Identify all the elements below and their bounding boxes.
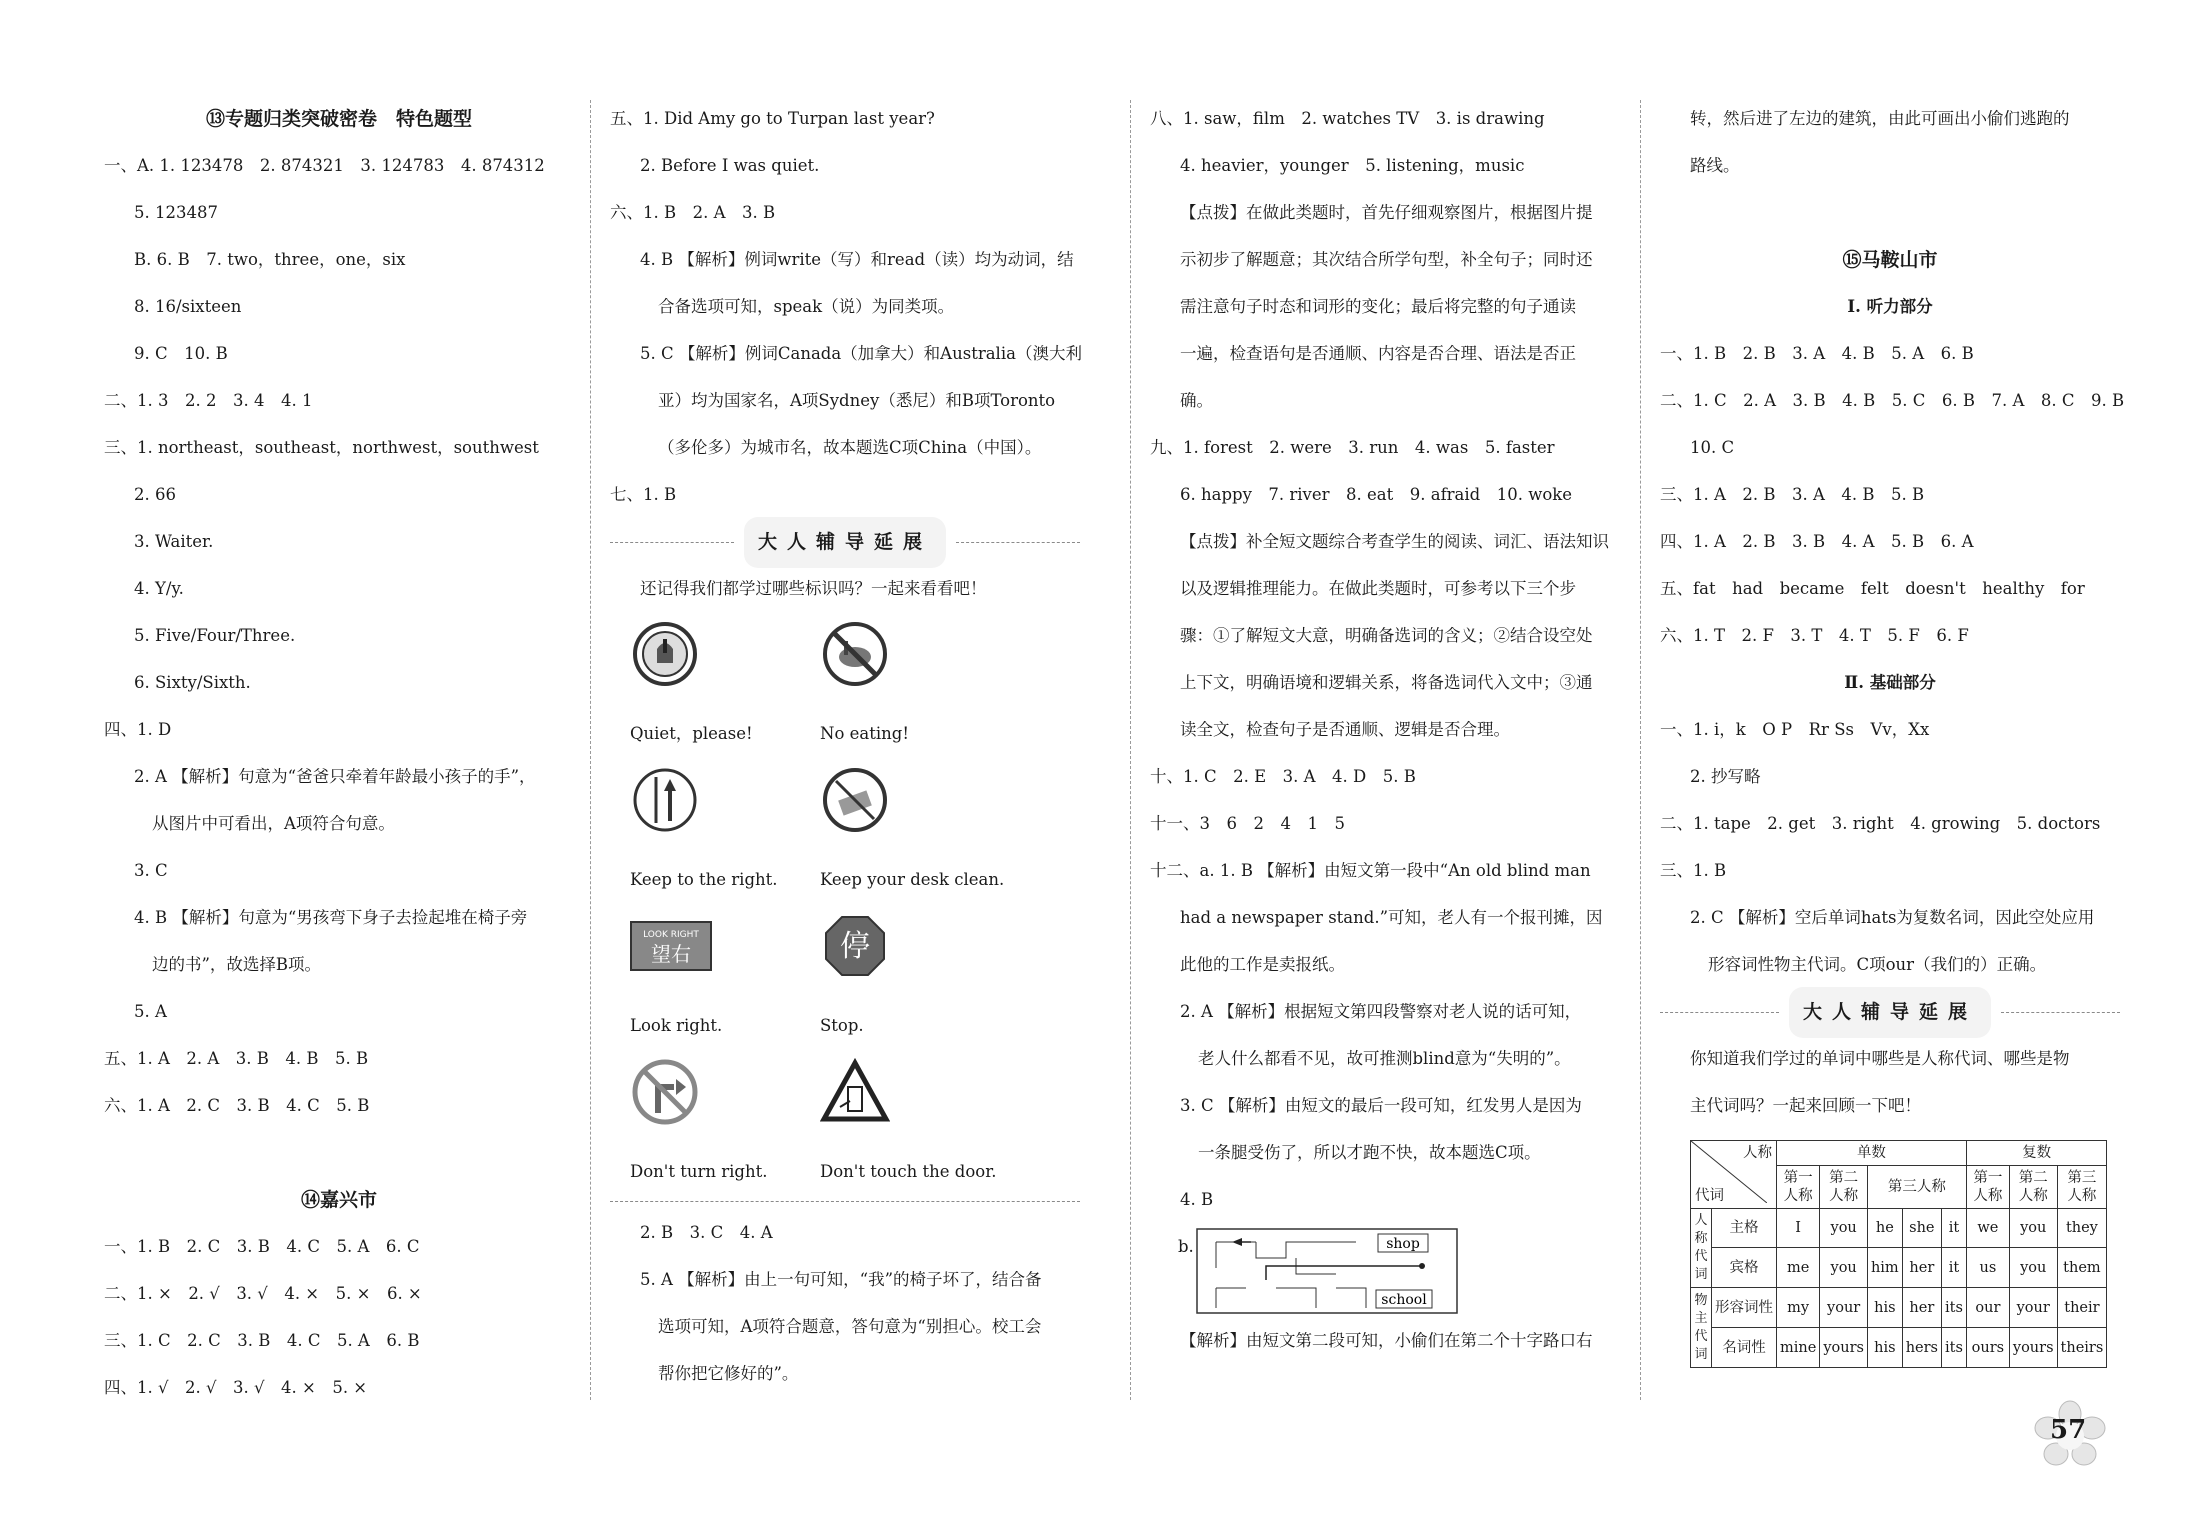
table-subheader: 第一人称 (1966, 1166, 2009, 1209)
section-14-title: ⑭嘉兴市 (300, 1189, 377, 1211)
answer-line: 十、1. C 2. E 3. A 4. D 5. B (1150, 767, 1416, 786)
answer-line: 三、1. C 2. C 3. B 4. C 5. A 6. B (104, 1331, 420, 1350)
answer-line: 5. A 【解析】由上一句可知，“我”的椅子坏了，结合备 (640, 1270, 1042, 1289)
answer-line: 确。 (1180, 391, 1213, 410)
column-2 (610, 96, 1080, 1398)
answer-line: 三、1. B (1660, 861, 1727, 880)
answer-line: 2. A 【解析】根据短文第四段警察对老人说的话可知， (1180, 1002, 1582, 1021)
answer-line: 一、1. B 2. C 3. B 4. C 5. A 6. C (104, 1237, 420, 1256)
answer-line: 十一、3 6 2 4 1 5 (1150, 814, 1345, 833)
sign-caption: Quiet，please! (630, 724, 753, 743)
table-row-label: 形容词性 (1712, 1288, 1777, 1328)
answer-line: 形容词性物主代词。C项our（我们的）正确。 (1708, 955, 2047, 974)
answer-line: 三、1. A 2. B 3. A 4. B 5. B (1660, 485, 1925, 504)
column-divider (1640, 100, 1641, 1400)
pronoun-table: 人称 代词 单数 复数 第一人称 第二人称 第三人称 第一人称 第二人称 第三人称 人称代词 主格 I you he she it we you they 宾格 me you him her it us you them 物主代词 形容词性 my your his her its our your their 名词性 mine yours his hers its ours yours theirs (1690, 1140, 2107, 1368)
answer-line: 上下文，明确语境和逻辑关系，将备选词代入文中；③通 (1180, 673, 1593, 692)
column-1 (104, 96, 574, 1412)
answer-line: 骤：①了解短文大意，明确备选词的含义；②结合设空处 (1180, 626, 1593, 645)
extension-title: 大人辅导延展 (744, 517, 946, 568)
answer-line: 路线。 (1690, 156, 1740, 175)
route-map (1196, 1228, 1458, 1314)
answer-line: 2. B 3. C 4. A (640, 1223, 773, 1242)
table-group-label: 人称代词 (1691, 1209, 1712, 1288)
answer-line: 八、1. saw，film 2. watches TV 3. is drawing (1150, 109, 1545, 128)
answer-line: 合备选项可知，speak（说）为同类项。 (658, 297, 955, 316)
answer-line: 6. happy 7. river 8. eat 9. afraid 10. woke (1180, 485, 1573, 504)
sign-look-right (630, 905, 820, 1047)
sign-text: LOOK RIGHT (643, 930, 699, 940)
column-divider (1130, 100, 1131, 1400)
stop-sign-icon (820, 911, 890, 981)
sign-no-eating (820, 613, 1020, 755)
answer-line: 转，然后进了左边的建筑，由此可画出小偷们逃跑的 (1690, 109, 2070, 128)
column-3 (1150, 96, 1620, 1365)
extension-intro: 还记得我们都学过哪些标识吗？一起来看看吧！ (640, 579, 987, 598)
answer-line: 4. B 【解析】句意为“男孩弯下身子去捡起堆在椅子旁 (134, 908, 528, 927)
answer-line: 六、1. B 2. A 3. B (610, 203, 776, 222)
keep-desk-clean-sign-icon (820, 765, 890, 835)
answer-line: 【解析】由短文第二段可知，小偷们在第二个十字路口右 (1180, 1331, 1593, 1350)
answer-line: 4. B 【解析】例词write（写）和read（读）均为动词，结 (640, 250, 1074, 269)
sign-dont-touch-door (820, 1051, 1020, 1193)
part1-title: Ⅰ. 听力部分 (1847, 297, 1933, 316)
sign-stop (820, 905, 1020, 1047)
answer-line: 十二、a. 1. B 【解析】由短文第一段中“An old blind man (1150, 861, 1591, 880)
map-shop-label: shop (1386, 1236, 1420, 1252)
answer-line: 二、1. × 2. √ 3. √ 4. × 5. × 6. × (104, 1284, 422, 1303)
answer-line: 4. B (1180, 1190, 1214, 1209)
map-label: b. (1178, 1237, 1194, 1256)
answer-line: 3. Waiter. (134, 532, 214, 551)
extension-banner (1660, 989, 2120, 1036)
keep-right-sign-icon (630, 765, 700, 835)
dont-touch-door-sign-icon (820, 1057, 890, 1127)
answer-line: 3. C (134, 861, 168, 880)
answer-line: 6. Sixty/Sixth. (134, 673, 251, 692)
page-number: 57 (2050, 1415, 2087, 1445)
table-row-label: 主格 (1712, 1209, 1777, 1248)
answer-line: 【点拨】补全短文题综合考查学生的阅读、词汇、语法知识 (1180, 532, 1609, 551)
extension-intro: 主代词吗？一起来回顾一下吧！ (1690, 1096, 1921, 1115)
sign-caption: Don't touch the door. (820, 1162, 997, 1181)
answer-line: 4. heavier，younger 5. listening，music (1180, 156, 1525, 175)
answer-line: 三、1. northeast，southeast，northwest，southwest (104, 438, 539, 457)
table-subheader: 第一人称 (1777, 1166, 1820, 1209)
answer-line: 四、1. √ 2. √ 3. √ 4. × 5. × (104, 1378, 368, 1397)
answer-line: 四、1. D (104, 720, 172, 739)
answer-line: 选项可知，A项符合题意，答句意为“别担心。校工会 (658, 1317, 1042, 1336)
table-subheader: 第三人称 (1867, 1166, 1966, 1209)
table-header: 复数 (1966, 1141, 2106, 1166)
divider (610, 1201, 1080, 1202)
answer-line: 二、1. 3 2. 2 3. 4 4. 1 (104, 391, 313, 410)
answer-line: 5. C 【解析】例词Canada（加拿大）和Australia（澳大利 (640, 344, 1082, 363)
table-group-label: 物主代词 (1691, 1288, 1712, 1368)
table-subheader: 第三人称 (2057, 1166, 2107, 1209)
answer-line: B. 6. B 7. two，three，one，six (134, 250, 406, 269)
sign-caption: Keep to the right. (630, 870, 778, 889)
sign-keep-right (630, 759, 820, 901)
answer-line: 需注意句子时态和词形的变化；最后将完整的句子通读 (1180, 297, 1576, 316)
answer-line: 3. C 【解析】由短文的最后一段可知，红发男人是因为 (1180, 1096, 1582, 1115)
no-eating-sign-icon (820, 619, 890, 689)
answer-line: 边的书”，故选择B项。 (152, 955, 322, 974)
section-13-title: ⑬专题归类突破密卷 特色题型 (205, 108, 472, 130)
answer-line: 4. Y/y. (134, 579, 184, 598)
answer-line: 10. C (1690, 438, 1735, 457)
table-header: 单数 (1777, 1141, 1967, 1166)
quiet-sign-icon (630, 619, 700, 689)
answer-line: had a newspaper stand.”可知，老人有一个报刊摊，因 (1180, 908, 1603, 927)
answer-line: 一遍，检查语句是否通顺、内容是否合理、语法是否正 (1180, 344, 1576, 363)
column-divider (590, 100, 591, 1400)
table-subheader: 第二人称 (2009, 1166, 2057, 1209)
extension-intro: 你知道我们学过的单词中哪些是人称代词、哪些是物 (1690, 1049, 2070, 1068)
answer-line: 老人什么都看不见，故可推测blind意为“失明的”。 (1198, 1049, 1571, 1068)
sign-quiet (630, 613, 820, 755)
answer-line: 五、fat had became felt doesn't healthy for (1660, 579, 2085, 598)
part2-title: Ⅱ. 基础部分 (1844, 673, 1936, 692)
answer-line: 五、1. A 2. A 3. B 4. B 5. B (104, 1049, 369, 1068)
answer-line: 2. C 【解析】空后单词hats为复数名词，因此空处应用 (1690, 908, 2095, 927)
answer-line: 读全文，检查句子是否通顺、逻辑是否合理。 (1180, 720, 1510, 739)
answer-line: 【点拨】在做此类题时，首先仔细观察图片，根据图片提 (1180, 203, 1593, 222)
answer-line: 四、1. A 2. B 3. B 4. A 5. B 6. A (1660, 532, 1974, 551)
answer-line: 九、1. forest 2. were 3. run 4. was 5. faster (1150, 438, 1555, 457)
map-school-label: school (1381, 1292, 1427, 1308)
section-15-title: ⑮马鞍山市 (1842, 249, 1938, 271)
answer-line: 从图片中可看出，A项符合句意。 (152, 814, 395, 833)
table-subheader: 第二人称 (1820, 1166, 1868, 1209)
answer-line: 示初步了解题意；其次结合所学句型，补全句子；同时还 (1180, 250, 1593, 269)
sign-caption: No eating! (820, 724, 909, 743)
column-4 (1660, 96, 2125, 1368)
answer-line: 六、1. T 2. F 3. T 4. T 5. F 6. F (1660, 626, 1969, 645)
answer-line: 2. Before I was quiet. (640, 156, 820, 175)
sign-caption: Look right. (630, 1016, 723, 1035)
answer-line: 二、1. tape 2. get 3. right 4. growing 5. doctors (1660, 814, 2101, 833)
look-right-sign-icon (630, 921, 712, 971)
table-corner: 人称 代词 (1691, 1141, 1777, 1209)
sign-caption: Keep your desk clean. (820, 870, 1005, 889)
table-row-label: 宾格 (1712, 1248, 1777, 1288)
sign-keep-desk-clean (820, 759, 1020, 901)
route-map-block (1150, 1224, 1620, 1318)
signs-grid (630, 613, 1080, 1193)
answer-line: 2. 66 (134, 485, 176, 504)
answer-line: 此他的工作是卖报纸。 (1180, 955, 1345, 974)
answer-line: 二、1. C 2. A 3. B 4. B 5. C 6. B 7. A 8. C 9. B (1660, 391, 2125, 410)
answer-line: 2. 抄写略 (1690, 767, 1761, 786)
answer-line: 七、1. B (610, 485, 677, 504)
answer-line: 5. Five/Four/Three. (134, 626, 296, 645)
answer-line: 五、1. Did Amy go to Turpan last year? (610, 109, 935, 128)
answer-line: 帮你把它修好的”。 (658, 1364, 799, 1383)
answer-line: 9. C 10. B (134, 344, 228, 363)
answer-line: 5. 123487 (134, 203, 218, 222)
no-right-turn-sign-icon (630, 1057, 700, 1127)
answer-line: 8. 16/sixteen (134, 297, 242, 316)
answer-line: 一、1. i，k O P Rr Ss Vv，Xx (1660, 720, 1930, 739)
sign-dont-turn-right (630, 1051, 820, 1193)
table-row-label: 名词性 (1712, 1328, 1777, 1368)
answer-line: 2. A 【解析】句意为“爸爸只牵着年龄最小孩子的手”， (134, 767, 536, 786)
answer-line: 一、A. 1. 123478 2. 874321 3. 124783 4. 874312 (104, 156, 545, 175)
extension-title: 大人辅导延展 (1789, 987, 1991, 1038)
answer-line: 六、1. A 2. C 3. B 4. C 5. B (104, 1096, 370, 1115)
sign-text: 望右 (651, 942, 691, 966)
answer-line: 一条腿受伤了，所以才跑不快，故本题选C项。 (1198, 1143, 1541, 1162)
sign-text: 停 (840, 929, 870, 964)
sign-caption: Stop. (820, 1016, 864, 1035)
extension-banner (610, 519, 1080, 566)
answer-line: 5. A (134, 1002, 167, 1021)
sign-caption: Don't turn right. (630, 1162, 768, 1181)
answer-line: 一、1. B 2. B 3. A 4. B 5. A 6. B (1660, 344, 1974, 363)
answer-line: 亚）均为国家名，A项Sydney（悉尼）和B项Toronto (658, 391, 1056, 410)
answer-line: （多伦多）为城市名，故本题选C项China（中国）。 (658, 438, 1042, 457)
answer-line: 以及逻辑推理能力。在做此类题时，可参考以下三个步 (1180, 579, 1576, 598)
